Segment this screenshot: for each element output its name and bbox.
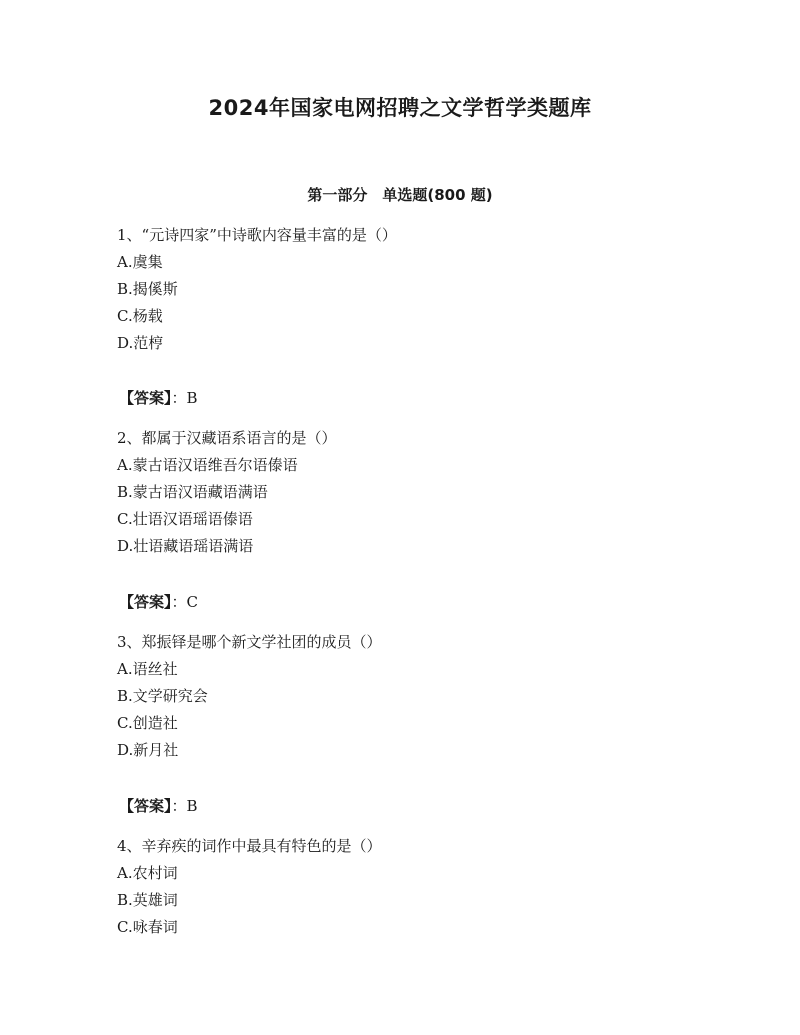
option-a: A.蒙古语汉语维吾尔语傣语 bbox=[117, 456, 298, 474]
answer-value: ：B bbox=[171, 797, 198, 815]
answer-label: 答案 bbox=[134, 797, 165, 815]
answer-value: ：C bbox=[171, 593, 199, 611]
option-c: C.咏春词 bbox=[117, 918, 178, 936]
option-a: A.农村词 bbox=[117, 864, 178, 882]
answer-close-bracket: 】 bbox=[164, 797, 172, 815]
option-b: B.蒙古语汉语藏语满语 bbox=[117, 483, 268, 501]
option-c: C.壮语汉语瑶语傣语 bbox=[117, 510, 253, 528]
answer-open-bracket: 【 bbox=[119, 389, 135, 407]
option-d: D.壮语藏语瑶语满语 bbox=[117, 537, 254, 555]
section-title bbox=[0, 184, 800, 205]
section-title-text: 第一部分 单选题(800 题) bbox=[307, 186, 493, 204]
option-b: B.揭傒斯 bbox=[117, 280, 178, 298]
answer-open-bracket: 【 bbox=[119, 797, 135, 815]
answer-1 bbox=[117, 385, 717, 412]
question-stem: 2、都属于汉藏语系语言的是（） bbox=[117, 429, 337, 447]
answer-close-bracket: 】 bbox=[164, 389, 172, 407]
answer-3 bbox=[117, 793, 717, 820]
question-3 bbox=[117, 629, 717, 764]
question-1 bbox=[117, 222, 717, 357]
option-b: B.文学研究会 bbox=[117, 687, 208, 705]
question-2 bbox=[117, 425, 717, 560]
option-b: B.英雄词 bbox=[117, 891, 178, 909]
answer-2 bbox=[117, 589, 717, 616]
option-d: D.新月社 bbox=[117, 741, 179, 759]
question-stem: 4、辛弃疾的词作中最具有特色的是（） bbox=[117, 837, 382, 855]
answer-line bbox=[119, 793, 717, 820]
option-d: D.范梈 bbox=[117, 334, 164, 352]
option-c: C.创造社 bbox=[117, 714, 178, 732]
answer-label: 答案 bbox=[134, 593, 165, 611]
answer-line bbox=[119, 385, 717, 412]
answer-label: 答案 bbox=[134, 389, 165, 407]
question-stem: 3、郑振铎是哪个新文学社团的成员（） bbox=[117, 633, 382, 651]
option-a: A.语丝社 bbox=[117, 660, 178, 678]
document-title: 2024年国家电网招聘之文学哲学类题库 bbox=[208, 96, 592, 120]
answer-open-bracket: 【 bbox=[119, 593, 135, 611]
answer-close-bracket: 】 bbox=[164, 593, 172, 611]
question-4 bbox=[117, 833, 717, 941]
option-c: C.杨载 bbox=[117, 307, 163, 325]
answer-value: ：B bbox=[171, 389, 198, 407]
question-stem: 1、“元诗四家”中诗歌内容量丰富的是（） bbox=[117, 226, 397, 244]
option-a: A.虞集 bbox=[117, 253, 163, 271]
answer-line bbox=[119, 589, 717, 616]
